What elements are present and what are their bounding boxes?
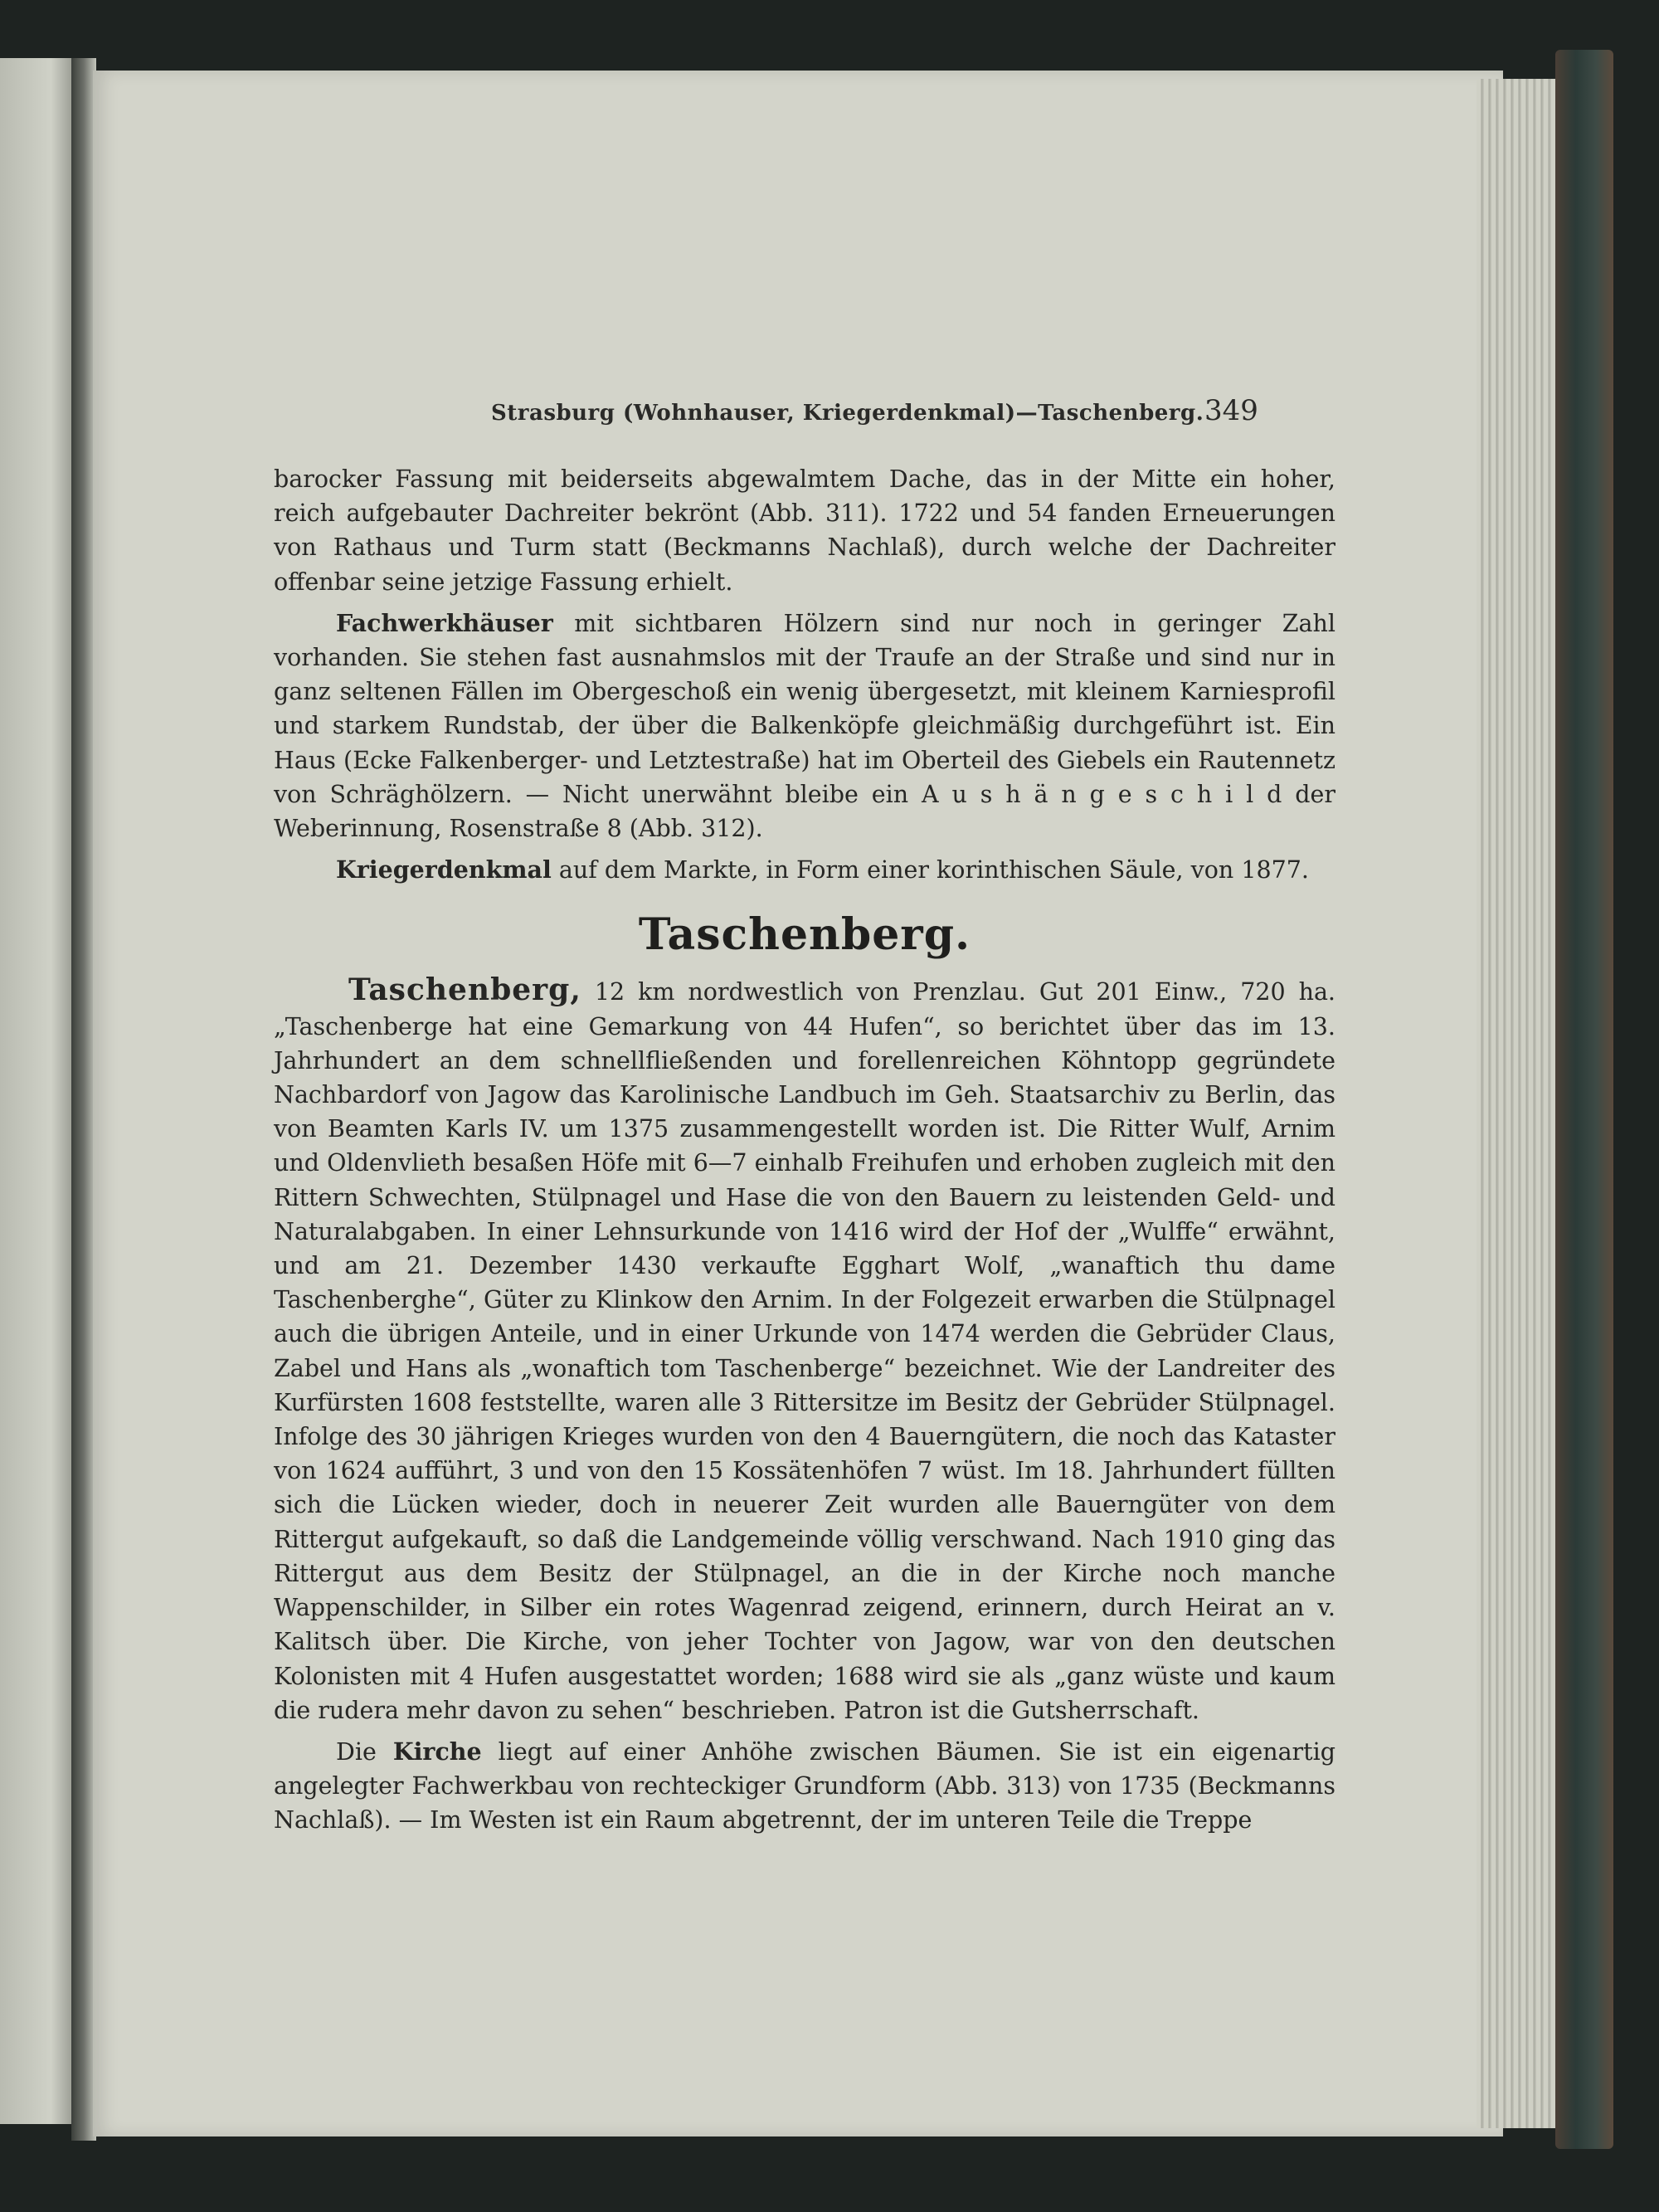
- facing-page-edge: [0, 58, 73, 2124]
- paragraph-kirche: Die Kirche liegt auf einer Anhöhe zwischen Bäumen. Sie ist ein eigenartig angelegter Fachwerkbau von rechteckiger Grundform (Abb. 313) von 1735 (Beckmanns Nachlaß). — Im Westen ist ein Raum abgetrennt, der im unteren Teile die Treppe: [274, 1737, 1335, 1834]
- place-name-taschenberg: Taschenberg,: [348, 972, 581, 1008]
- section-heading-taschenberg: Taschenberg.: [638, 909, 971, 961]
- paragraph-fachwerkhaeuser: Fachwerkhäuser mit sichtbaren Hölzern sind nur noch in geringer Zahl vorhanden. Sie stehen fast ausnahmslos mit der Traufe an der Straße und sind nur in ganz seltenen Fällen im Obergeschoß ein wenig übergesetzt, mit kleinem Karniesprofil und starkem Rundstab, der über die Balkenköpfe gleichmäßig durchgeführt ist. Ein Haus (Ecke Falkenberger- und Letztestraße) hat im Oberteil des Giebels ein Rautennetz von Schräghölzern. — Nicht unerwähnt bleibe ein A u s h ä n g e s c h i l d der Weberinnung, Rosenstraße 8 (Abb. 312).: [274, 608, 1335, 843]
- keyword-kirche: Kirche: [392, 1737, 482, 1766]
- page-number: 349: [1204, 394, 1258, 427]
- keyword-fachwerkhaeuser: Fachwerkhäuser: [336, 608, 553, 637]
- book-page: [93, 71, 1503, 2136]
- keyword-kriegerdenkmal: Kriegerdenkmal: [336, 855, 552, 884]
- page-body: [274, 462, 1335, 1838]
- paragraph-rathaus-continued: barocker Fassung mit beiderseits abgewalmtem Dache, das in der Mitte ein hoher, reich aufgebauter Dachreiter bekrönt (Abb. 311). 1722 und 54 fanden Erneuerungen von Rathaus und Turm statt (Beckmanns Nachlaß), durch welche der Dachreiter offenbar seine jetzige Fassung erhielt.: [274, 465, 1335, 596]
- running-title: Strasburg (Wohnhauser, Kriegerdenkmal)—Taschenberg.: [491, 401, 1204, 426]
- book-cover-spine: [1555, 50, 1613, 2149]
- paragraph-kriegerdenkmal: Kriegerdenkmal auf dem Markte, in Form einer korinthischen Säule, von 1877.: [336, 855, 1309, 884]
- paragraph-taschenberg-history: Taschenberg, 12 km nordwestlich von Prenzlau. Gut 201 Einw., 720 ha. „Taschenberge hat eine Gemarkung von 44 Hufen“, so berichtet über das im 13. Jahrhundert an dem schnellfließenden und forellenreichen Köhntopp gegründete Nachbardorf von Jagow das Karolinische Landbuch im Geh. Staatsarchiv zu Berlin, das von Beamten Karls IV. um 1375 zusammengestellt worden ist. Die Ritter Wulf, Arnim und Oldenvlieth besaßen Höfe mit 6—7 einhalb Freihufen und erhoben zugleich mit den Rittern Schwechten, Stülpnagel und Hase die von den Bauern zu leistenden Geld- und Naturalabgaben. In einer Lehnsurkunde von 1416 wird der Hof der „Wulffe“ erwähnt, und am 21. Dezember 1430 verkaufte Egghart Wolf, „wanaftich thu dame Taschenberghe“, Güter zu Klinkow den Arnim. In der Folgezeit erwarben die Stülpnagel auch die übrigen Anteile, und in einer Urkunde von 1474 werden die Gebrüder Claus, Zabel und Hans als „wonaftich tom Taschenberge“ bezeichnet. Wie der Landreiter des Kurfürsten 1608 feststellte, waren alle 3 Rittersitze im Besitz der Gebrüder Stülpnagel. Infolge des 30 jährigen Krieges wurden von den 4 Bauerngütern, die noch das Kataster von 1624 aufführt, 3 und von den 15 Kossätenhöfen 7 wüst. Im 18. Jahrhundert füllten sich die Lücken wieder, doch in neuerer Zeit wurden alle Bauerngüter von dem Rittergut aufgekauft, so daß die Landgemeinde völlig verschwand. Nach 1910 ging das Rittergut aus dem Besitz der Stülpnagel, an die in der Kirche noch manche Wappenschilder, in Silber ein rotes Wagenrad zeigend, erinnern, durch Heirat an v. Kalitsch über. Die Kirche, von jeher Tochter von Jagow, war von den deutschen Kolonisten mit 4 Hufen ausgestattet worden; 1688 wird sie als „ganz wüste und kaum die rudera mehr davon zu sehen“ beschrieben. Patron ist die Gutsherrschaft.: [274, 972, 1335, 1724]
- page-block-edges: [1477, 79, 1555, 2128]
